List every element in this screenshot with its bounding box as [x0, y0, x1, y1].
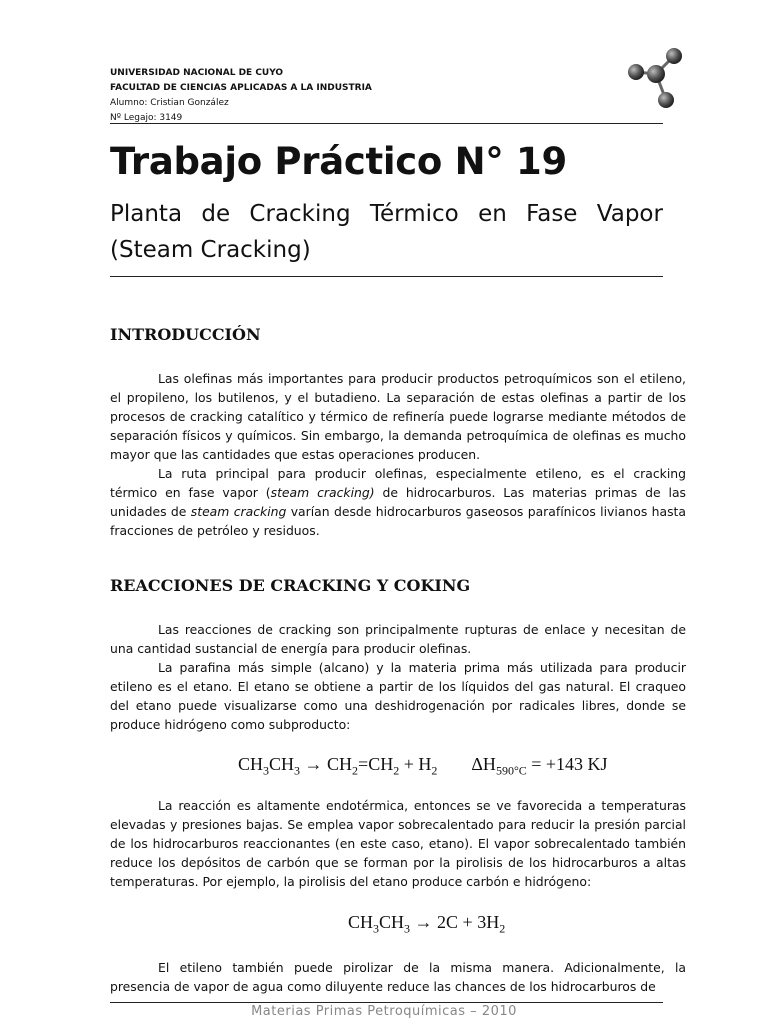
- page-title: Trabajo Práctico N° 19: [110, 140, 567, 183]
- intro-paragraph-1: Las olefinas más importantes para producir productos petroquímicos son el etileno, el propileno, los butilenos, y el butadieno. La separación de estas olefinas a partir de los procesos de cracking catalítico y térmico de refinería puede lograrse mediante métodos de separación físicos y químicos. Sin embargo, la demanda petroquímica de olefinas es mucho mayor que las cantidades que estas operaciones producen.: [110, 371, 686, 462]
- reactions-text-1: [110, 620, 686, 734]
- subtitle-word: Térmico: [369, 201, 459, 227]
- subtitle-word: Planta: [110, 201, 183, 227]
- footer-divider: [110, 1002, 663, 1003]
- reactions-heading: REACCIONES DE CRACKING Y COKING: [110, 576, 471, 595]
- subtitle-line-2: (Steam Cracking): [110, 237, 311, 263]
- student-id: Nº Legajo: 3149: [110, 113, 183, 123]
- subtitle-word: Fase: [526, 201, 578, 227]
- subtitle-word: de: [201, 201, 231, 227]
- intro-paragraph-2: La ruta principal para producir olefinas, especialmente etileno, es el cracking térmico en fase vapor (steam cracking) de hidrocarburos. Las materias primas de las unidades de steam cracking varían desde hidrocarburos gaseosos parafínicos livianos hasta fracciones de petróleo y residuos.: [110, 466, 687, 538]
- subtitle-line-1: [110, 196, 663, 232]
- student-name: Alumno: Cristian González: [110, 98, 229, 108]
- reactions-paragraph-1: Las reacciones de cracking son principalmente rupturas de enlace y necesitan de una cantidad sustancial de energía para producir olefinas.: [110, 622, 686, 656]
- subtitle-word: Vapor: [596, 201, 663, 227]
- ethane-pyrolysis-equation: $CH_3CH_3 \to 2C + 3H_2$: [348, 912, 506, 936]
- reactions-paragraph-3: La reacción es altamente endotérmica, entonces se ve favorecida a temperaturas elevadas y presiones bajas. Se emplea vapor sobrecalentado para reducir la presión parcial de los hidrocarburos reaccionantes (en este caso, etano). El vapor sobrecalentado también reduce los depósitos de carbón que se forman por la pirolisis de los hidrocarburos a altas temperaturas. Por ejemplo, la pirolisis del etano produce carbón e hidrógeno:: [110, 798, 686, 889]
- subtitle-word: en: [478, 201, 507, 227]
- reactions-paragraph-4: El etileno también puede pirolizar de la misma manera. Adicionalmente, la presencia de vapor de agua como diluyente reduce las chances de los hidrocarburos de: [110, 960, 686, 994]
- title-divider: [110, 276, 663, 277]
- faculty-name: FACULTAD DE CIENCIAS APLICADAS A LA INDUSTRIA: [110, 83, 372, 93]
- reactions-paragraph-2: La parafina más simple (alcano) y la materia prima más utilizada para producir etileno es el etano. El etano se obtiene a partir de los líquidos del gas natural. El craqueo del etano puede visualizarse como una deshidrogenación por radicales libres, donde se produce hidrógeno como subproducto:: [110, 660, 686, 732]
- document-header: [110, 66, 372, 126]
- intro-heading: INTRODUCCIÓN: [110, 325, 261, 344]
- university-name: UNIVERSIDAD NACIONAL DE CUYO: [110, 68, 284, 78]
- intro-text: [110, 369, 686, 540]
- reactions-text-3: [110, 958, 686, 996]
- subtitle-word: Cracking: [249, 201, 351, 227]
- page-subtitle: [110, 196, 663, 268]
- molecule-logo-icon: [618, 44, 690, 116]
- ethane-cracking-equation: $CH_3CH_3 \to CH_2=CH_2 + H_2$ $\Delta H_{590^\circ C} = +143$ KJ: [238, 754, 608, 778]
- header-divider: [110, 123, 663, 124]
- page-footer: Materias Primas Petroquímicas – 2010: [251, 1004, 517, 1019]
- reactions-text-2: [110, 796, 686, 891]
